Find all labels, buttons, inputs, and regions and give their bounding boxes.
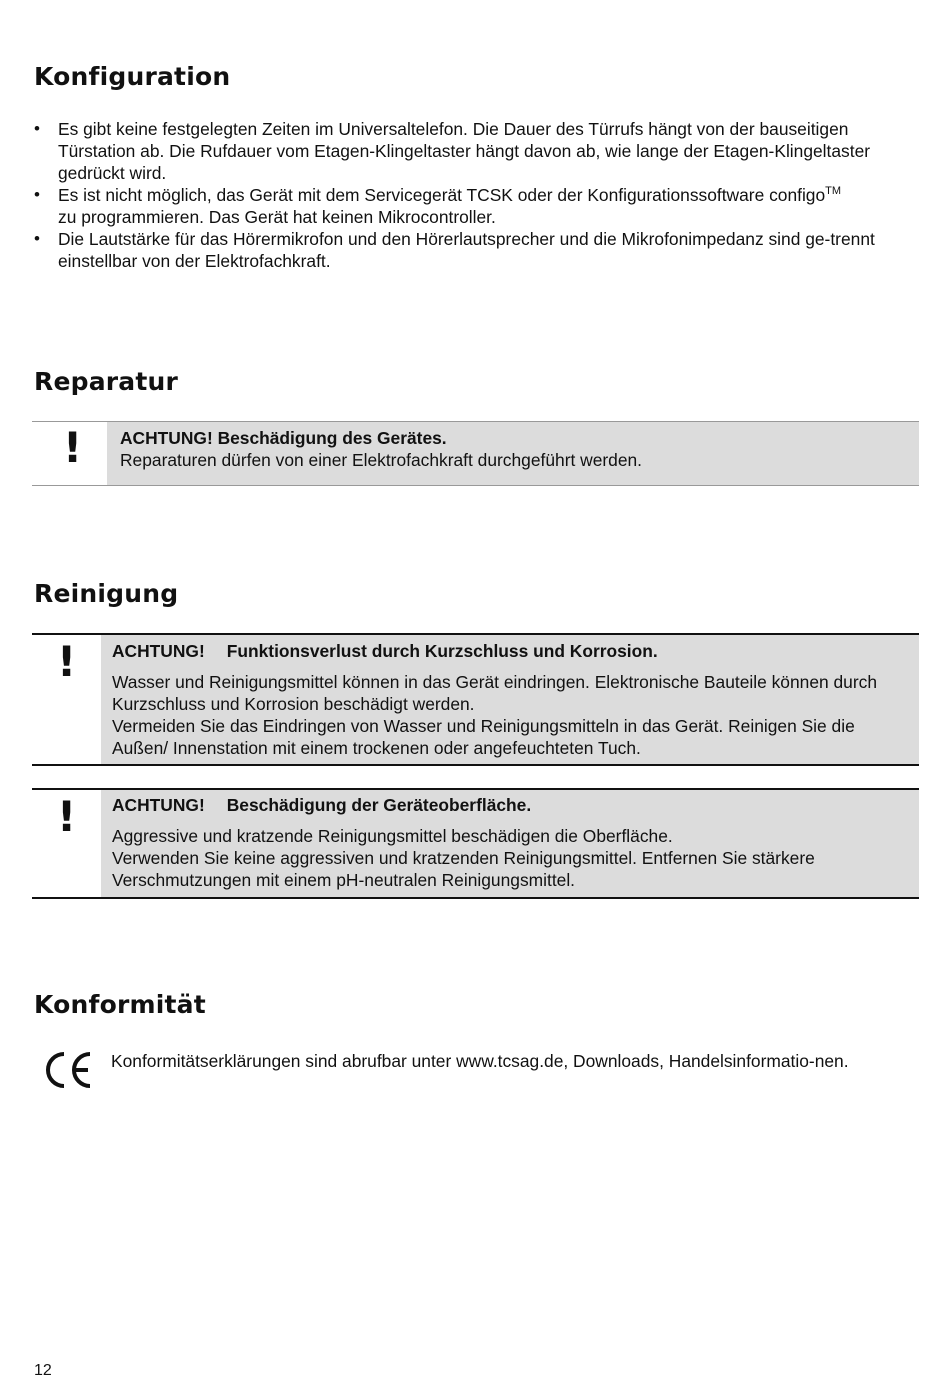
warning-content [120, 427, 910, 471]
warning-text: Verwenden Sie keine aggressiven und kratzenden Reinigungsmittel. Entfernen Sie stärkere Verschmutzungen mit einem pH-neutralen Reinigungsmittel. [112, 848, 815, 890]
warning-text: Wasser und Reinigungsmittel können in das Gerät eindringen. Elektronische Bauteile können durch Kurzschluss und Korrosion beschädigt werden. [112, 672, 877, 714]
warning-heading: ACHTUNG! Beschädigung des Gerätes. [120, 428, 447, 448]
list-item [34, 184, 914, 228]
heading-konformitaet: Konformität [34, 990, 206, 1019]
heading-reparatur: Reparatur [34, 367, 179, 396]
rule-bottom [32, 764, 919, 766]
warning-reinigung-2 [32, 788, 919, 899]
warning-heading-line [112, 640, 912, 662]
warning-text: Vermeiden Sie das Eindringen von Wasser und Reinigungsmitteln in das Gerät. Reinigen Sie die Außen/ Innenstation mit einem trockenen oder angefeuchteten Tuch. [112, 716, 855, 758]
konformitaet-text: Konformitätserklärungen sind abrufbar unter www.tcsag.de, Downloads, Handelsinformatio-nen. [111, 1051, 849, 1071]
warning-heading-line [112, 794, 912, 816]
ce-mark-icon [42, 1050, 94, 1090]
warning-label: ACHTUNG! [112, 795, 205, 815]
warning-heading: Beschädigung der Geräteoberfläche. [226, 795, 532, 815]
warning-heading: Funktionsverlust durch Kurzschluss und Korrosion. [226, 641, 658, 661]
trademark-sup: TM [825, 185, 842, 197]
page-number: 12 [34, 1362, 52, 1379]
heading-reinigung: Reinigung [34, 579, 179, 608]
bullet-text-continued: zu programmieren. Das Gerät hat keinen Mikrocontroller. [58, 207, 496, 227]
list-item: • Es gibt keine festgelegten Zeiten im Universaltelefon. Die Dauer des Türrufs hängt von der bauseitigen Türstation ab. Die Rufdauer vom Etagen-Klingeltaster hängt davon ab, wie lange der Etagen-Klingeltaster gedrückt wird. [34, 118, 914, 184]
exclamation-icon: ! [63, 423, 83, 472]
bullet-text: Es ist nicht möglich, das Gerät mit dem Servicegerät TCSK oder der Konfigurationssoftware configo [58, 185, 826, 205]
konfiguration-list [34, 118, 914, 272]
rule-bottom [32, 485, 919, 486]
exclamation-icon: ! [57, 792, 77, 841]
heading-konfiguration: Konfiguration [34, 62, 231, 91]
warning-label: ACHTUNG! [112, 641, 205, 661]
warning-text: Reparaturen dürfen von einer Elektrofachkraft durchgeführt werden. [120, 450, 643, 470]
warning-reinigung-1 [32, 633, 919, 766]
exclamation-icon: ! [57, 637, 77, 686]
warning-reparatur [32, 421, 919, 486]
warning-text: Aggressive und kratzende Reinigungsmittel beschädigen die Oberfläche. [112, 826, 673, 846]
warning-content [112, 794, 912, 891]
warning-content [112, 640, 912, 759]
list-item: • Die Lautstärke für das Hörermikrofon und den Hörerlautsprecher und die Mikrofonimpedanz sind ge-trennt einstellbar von der Elektrofachkraft. [34, 228, 914, 272]
rule-bottom [32, 897, 919, 899]
